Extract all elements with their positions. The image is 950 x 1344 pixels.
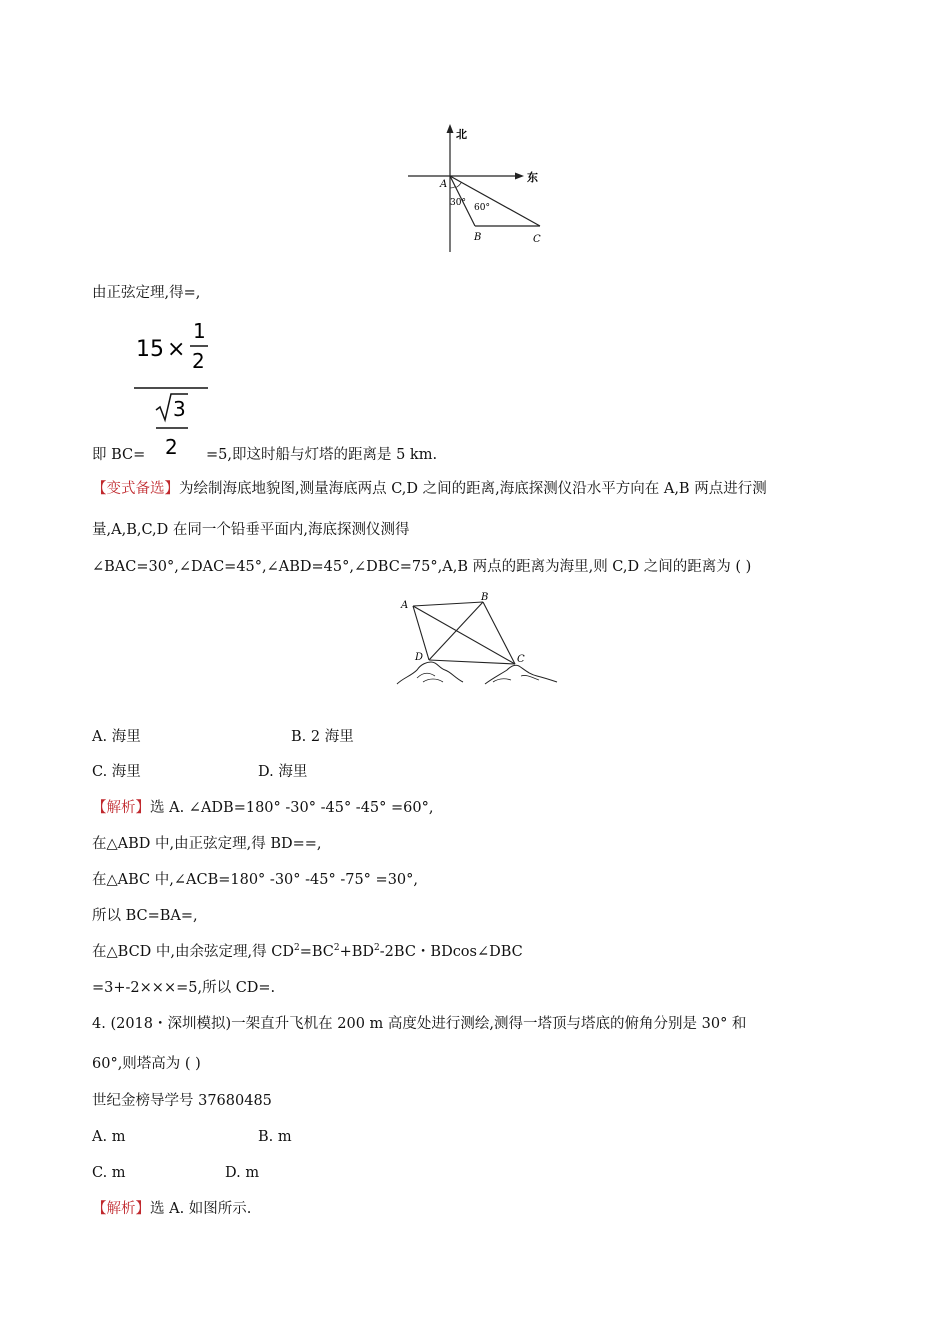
sup-2c: 2	[374, 943, 380, 954]
jiexi1-l5-mid1: =BC	[299, 944, 334, 960]
option-2b: B. m	[258, 1129, 292, 1145]
segment-dc2	[429, 660, 515, 664]
formula-half-num: 1	[193, 319, 206, 343]
sine-law-line: 由正弦定理,得=,	[92, 285, 201, 301]
label-north: 北	[456, 128, 467, 141]
jiexi1-line-2: 在△ABD 中,由正弦定理,得 BD==,	[92, 836, 322, 852]
formula-sqrt-num: 3	[173, 397, 186, 421]
label-a: A	[440, 179, 448, 190]
jiexi2-tag: 【解析】	[92, 1201, 150, 1217]
label-angle-30: 30°	[450, 198, 466, 208]
bianshi-tag: 【变式备选】	[92, 481, 179, 497]
jiexi1-text: 选 A. ∠ADB=180° -30° -45° -45° =60°,	[150, 800, 434, 816]
option-2a: A. m	[92, 1129, 126, 1145]
q4-line-1: 4. (2018・深圳模拟)一架直升飞机在 200 m 高度处进行测绘,测得一塔顶与塔底的俯角分别是 30° 和	[92, 1016, 747, 1032]
seabed-right-detail	[493, 675, 539, 682]
angle-arc-30	[450, 187, 455, 188]
formula-half-den: 2	[192, 349, 205, 373]
formula-15: 15	[136, 337, 164, 362]
seabed-diagram	[393, 592, 563, 692]
jiexi2-line	[92, 1199, 251, 1219]
option-1c: C. 海里	[92, 764, 141, 780]
east-arrowhead	[515, 173, 524, 180]
direction-diagram	[400, 122, 550, 257]
sup-2b: 2	[333, 943, 340, 954]
jiexi1-line-3: 在△ABC 中,∠ACB=180° -30° -45° -75° =30°,	[92, 872, 419, 888]
label-angle-60: 60°	[474, 203, 490, 213]
sup-2a: 2	[293, 943, 300, 954]
bianshi-line-2: 量,A,B,C,D 在同一个铅垂平面内,海底探测仪测得	[92, 522, 410, 538]
label-b2: B	[481, 592, 489, 603]
seabed-right	[485, 665, 557, 684]
jiexi1-line-4: 所以 BC=BA=,	[92, 908, 198, 924]
option-1d: D. 海里	[258, 764, 308, 780]
bianshi-line-1	[92, 479, 767, 499]
option-2c: C. m	[92, 1165, 126, 1181]
jiexi1-l5-pre: 在△BCD 中,由余弦定理,得 CD	[92, 944, 294, 960]
jiexi1-l5-mid2: +BD	[339, 944, 375, 960]
bc-left: 即 BC=	[92, 447, 146, 463]
jiexi1-l5-post: -2BC・BDcos∠DBC	[379, 944, 523, 960]
q4-line-3: 世纪金榜导学号 37680485	[92, 1093, 272, 1109]
seabed-left-detail	[417, 673, 443, 682]
jiexi2-text: 选 A. 如图所示.	[150, 1201, 252, 1217]
bc-right: =5,即这时船与灯塔的距离是 5 km.	[206, 447, 438, 463]
bianshi-line-3: ∠BAC=30°,∠DAC=45°,∠ABD=45°,∠DBC=75°,A,B 两点的距离为海里,则 C,D 之间的距离为 ( )	[92, 559, 752, 575]
option-1b: B. 2 海里	[291, 729, 354, 745]
jiexi1-line-1	[92, 798, 433, 818]
jiexi1-tag: 【解析】	[92, 800, 150, 816]
seabed-left	[397, 662, 463, 684]
label-c2: C	[517, 654, 525, 665]
angle-arc-60	[456, 182, 461, 187]
segment-ab2	[413, 602, 483, 606]
bianshi-text-1: 为绘制海底地貌图,测量海底两点 C,D 之间的距离,海底探测仪沿水平方向在 A,B 两点进行测	[179, 481, 767, 497]
segment-bd2	[429, 602, 483, 660]
option-1a: A. 海里	[92, 729, 141, 745]
option-2d: D. m	[225, 1165, 260, 1181]
label-b: B	[474, 232, 482, 243]
label-d2: D	[415, 652, 424, 663]
jiexi1-line-6: =3+-2×××=5,所以 CD=.	[92, 980, 276, 996]
formula-times: ×	[167, 337, 186, 362]
north-arrowhead	[447, 124, 454, 133]
label-a2: A	[401, 600, 409, 611]
label-c: C	[533, 234, 541, 245]
formula-sqrt-den: 2	[165, 435, 178, 459]
q4-line-2: 60°,则塔高为 ( )	[92, 1056, 201, 1072]
label-east: 东	[527, 171, 538, 184]
fraction-formula	[130, 316, 220, 461]
jiexi1-line-5	[92, 942, 523, 962]
